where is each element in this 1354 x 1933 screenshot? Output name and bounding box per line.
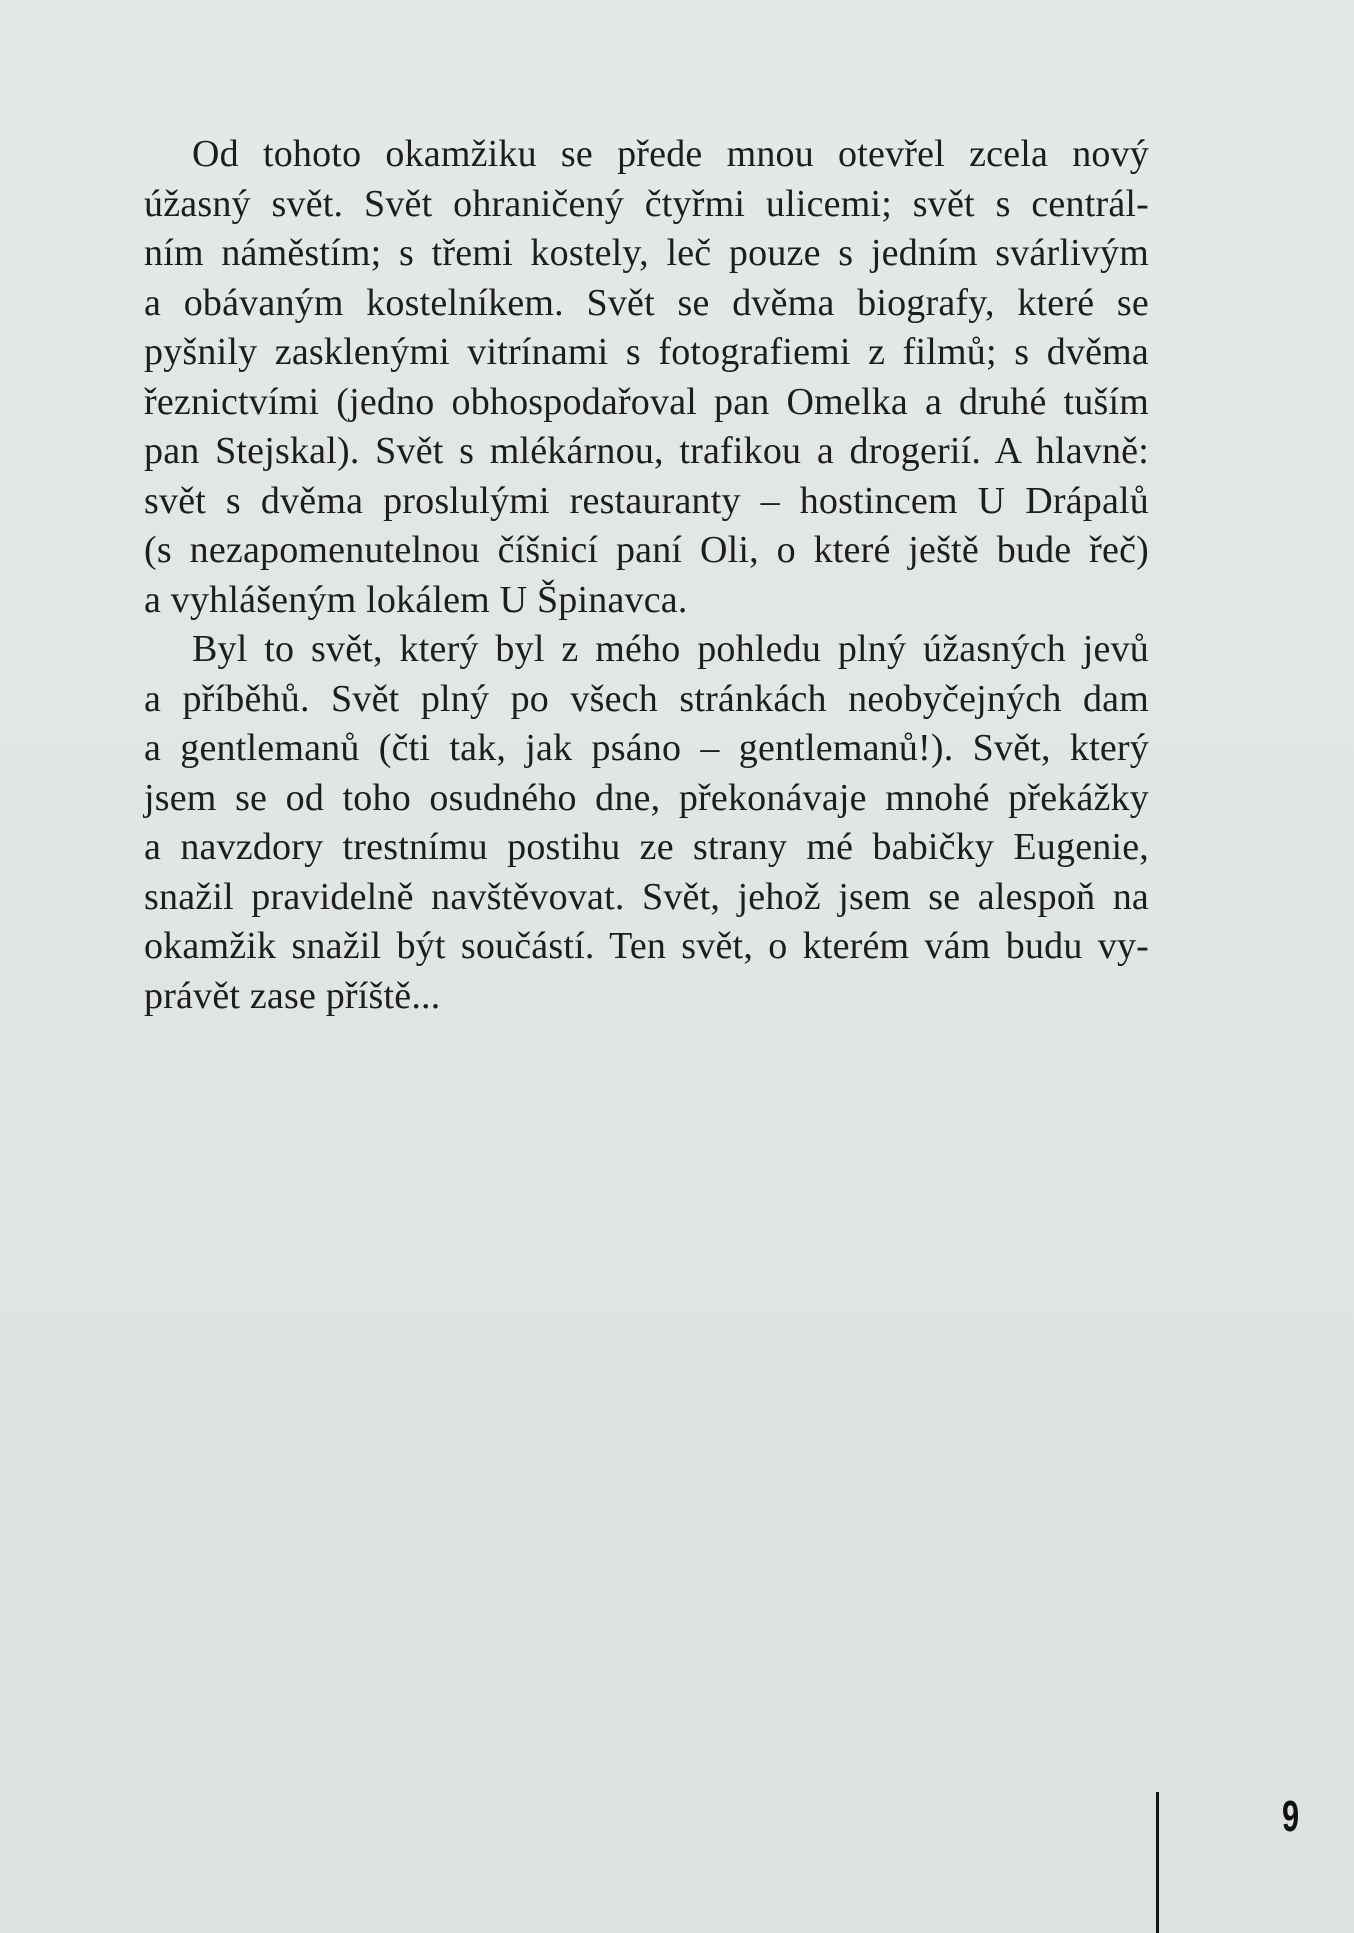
paragraph-1-line: pan Stejskal). Svět s mlékárnou, trafikou a drogerií. A hlavně: <box>144 430 1149 472</box>
paragraph-1-line: pyšnily zasklenými vitrínami s fotografiemi z filmů; s dvěma <box>144 331 1149 373</box>
paragraph-1-line: ním náměstím; s třemi kostely, leč pouze s jedním svárlivým <box>144 232 1149 274</box>
paragraph-1-line: úžasný svět. Svět ohraničený čtyřmi ulicemi; svět s centrál- <box>144 182 1149 225</box>
footer-rule <box>1156 1792 1159 1933</box>
paragraph-2-line: právět zase příště... <box>144 974 441 1017</box>
paragraph-2-line: a příběhů. Svět plný po všech stránkách neobyčejných dam <box>144 677 1149 720</box>
paragraph-1-line: řeznictvími (jedno obhospodařoval pan Omelka a druhé tuším <box>144 380 1149 423</box>
page-number: 9 <box>1282 1792 1300 1841</box>
paragraph-1-line: a vyhlášeným lokálem U Špinavca. <box>144 578 688 621</box>
paragraph-2-line: snažil pravidelně navštěvovat. Svět, jehož jsem se alespoň na <box>144 875 1149 918</box>
paragraph-1-line: a obávaným kostelníkem. Svět se dvěma biografy, které se <box>144 281 1149 324</box>
paragraph-2-line: a gentlemanů (čti tak, jak psáno – gentlemanů!). Svět, který <box>144 727 1149 769</box>
paragraph-1-line: (s nezapomenutelnou číšnicí paní Oli, o které ještě bude řeč) <box>144 529 1149 571</box>
paragraph-2-line: a navzdory trestnímu postihu ze strany mé babičky Eugenie, <box>144 826 1149 868</box>
paragraph-2-line: jsem se od toho osudného dne, překonávaje mnohé překážky <box>144 776 1149 819</box>
paragraph-1-line: svět s dvěma proslulými restauranty – hostincem U Drápalů <box>144 479 1149 522</box>
paragraph-1-line: Od tohoto okamžiku se přede mnou otevřel zcela nový <box>192 133 1149 175</box>
paragraph-2-line: Byl to svět, který byl z mého pohledu plný úžasných jevů <box>192 628 1149 670</box>
paragraph-2-line: okamžik snažil být součástí. Ten svět, o kterém vám budu vy- <box>144 925 1149 967</box>
body-text <box>144 130 1149 1021</box>
